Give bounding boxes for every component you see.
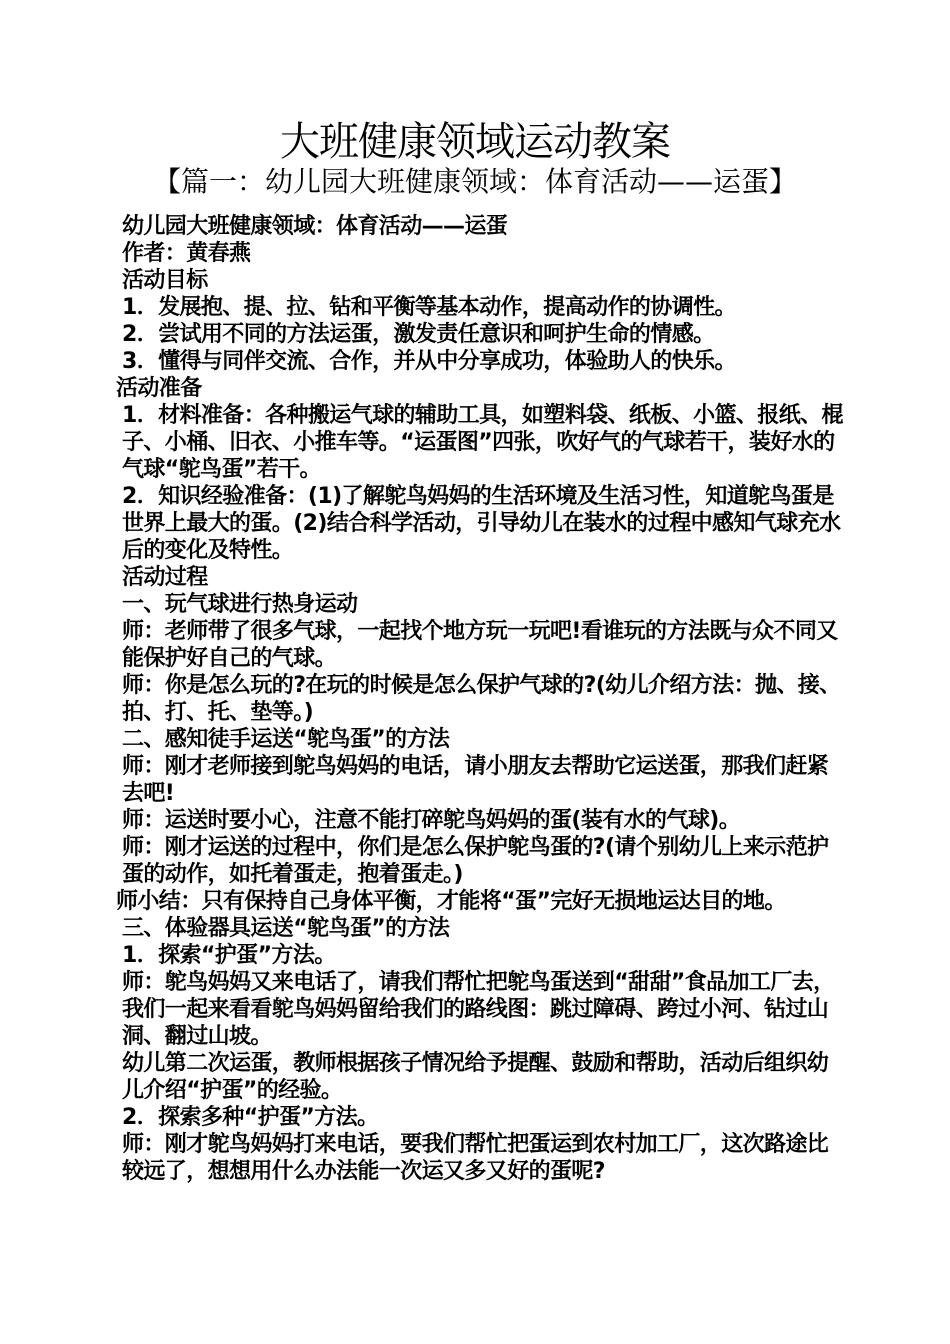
- section-heading-process: 活动过程: [122, 565, 208, 590]
- paragraph-prep-materials: 1．材料准备：各种搬运气球的辅助工具，如塑料袋、纸板、小篮、报纸、棍子、小桶、旧衣、小推车等。“运蛋图”四张，吹好气的气球若干，装好水的气球“鸵鸟蛋”若干。: [122, 403, 843, 482]
- document-body: [116, 213, 846, 1185]
- paragraph-step-2-heading: 二、感知徒手运送“鸵鸟蛋”的方法: [122, 727, 450, 752]
- paragraph-goal-3: 3．懂得与同伴交流、合作，并从中分享成功，体验助人的快乐。: [122, 349, 736, 374]
- paragraph-step-1-heading: 一、玩气球进行热身运动: [122, 592, 358, 617]
- paragraph-step-3-heading: 三、体验器具运送“鸵鸟蛋”的方法: [122, 916, 450, 941]
- paragraph-step-2-summary: 师小结：只有保持自己身体平衡，才能将“蛋”完好无损地运达目的地。: [116, 889, 786, 914]
- paragraph-author: 作者：黄春燕: [122, 241, 251, 266]
- paragraph-step-1-a: 师：老师带了很多气球，一起找个地方玩一玩吧!看谁玩的方法既与众不同又能保护好自己的气球。: [122, 619, 838, 671]
- paragraph-step-3-2: 2．探索多种“护蛋”方法。: [122, 1105, 379, 1130]
- paragraph-step-3-1-b: 幼儿第二次运蛋，教师根据孩子情况给予提醒、鼓励和帮助，活动后组织幼儿介绍“护蛋”的经验。: [122, 1051, 829, 1103]
- paragraph-step-2-b: 师：运送时要小心，注意不能打碎鸵鸟妈妈的蛋(装有水的气球)。: [122, 808, 741, 833]
- paragraph-step-3-1: 1．探索“护蛋”方法。: [122, 943, 336, 968]
- paragraph-step-3-1-a: 师：鸵鸟妈妈又来电话了，请我们帮忙把鸵鸟蛋送到“甜甜”食品加工厂去，我们一起来看看鸵鸟妈妈留给我们的路线图：跳过障碍、跨过小河、钻过山洞、翻过山坡。: [122, 970, 835, 1049]
- document-title: 大班健康领域运动教案: [280, 119, 670, 165]
- paragraph-step-2-c: 师：刚才运送的过程中，你们是怎么保护鸵鸟蛋的?(请个别幼儿上来示范护蛋的动作，如托着蛋走，抱着蛋走。): [122, 835, 829, 887]
- paragraph-step-1-b: 师：你是怎么玩的?在玩的时候是怎么保护气球的?(幼儿介绍方法：抛、接、拍、打、托、垫等。): [122, 673, 841, 725]
- section-heading-preparation: 活动准备: [116, 376, 202, 401]
- paragraph-heading-topic: 幼儿园大班健康领域：体育活动——运蛋: [122, 214, 508, 239]
- document-subtitle: 【篇一：幼儿园大班健康领域：体育活动——运蛋】: [152, 165, 797, 198]
- paragraph-prep-knowledge: 2．知识经验准备：(1)了解鸵鸟妈妈的生活环境及生活习性，知道鸵鸟蛋是世界上最大的蛋。(2)结合科学活动，引导幼儿在装水的过程中感知气球充水后的变化及特性。: [122, 484, 841, 563]
- paragraph-step-3-2-a: 师：刚才鸵鸟妈妈打来电话，要我们帮忙把蛋运到农村加工厂，这次路途比较远了，想想用什么办法能一次运又多又好的蛋呢?: [122, 1132, 829, 1184]
- paragraph-step-2-a: 师：刚才老师接到鸵鸟妈妈的电话，请小朋友去帮助它运送蛋，那我们赶紧去吧!: [122, 754, 829, 806]
- section-heading-goals: 活动目标: [122, 268, 208, 293]
- paragraph-goal-2: 2．尝试用不同的方法运蛋，激发责任意识和呵护生命的情感。: [122, 322, 715, 347]
- paragraph-goal-1: 1．发展抱、提、拉、钻和平衡等基本动作，提高动作的协调性。: [122, 295, 736, 320]
